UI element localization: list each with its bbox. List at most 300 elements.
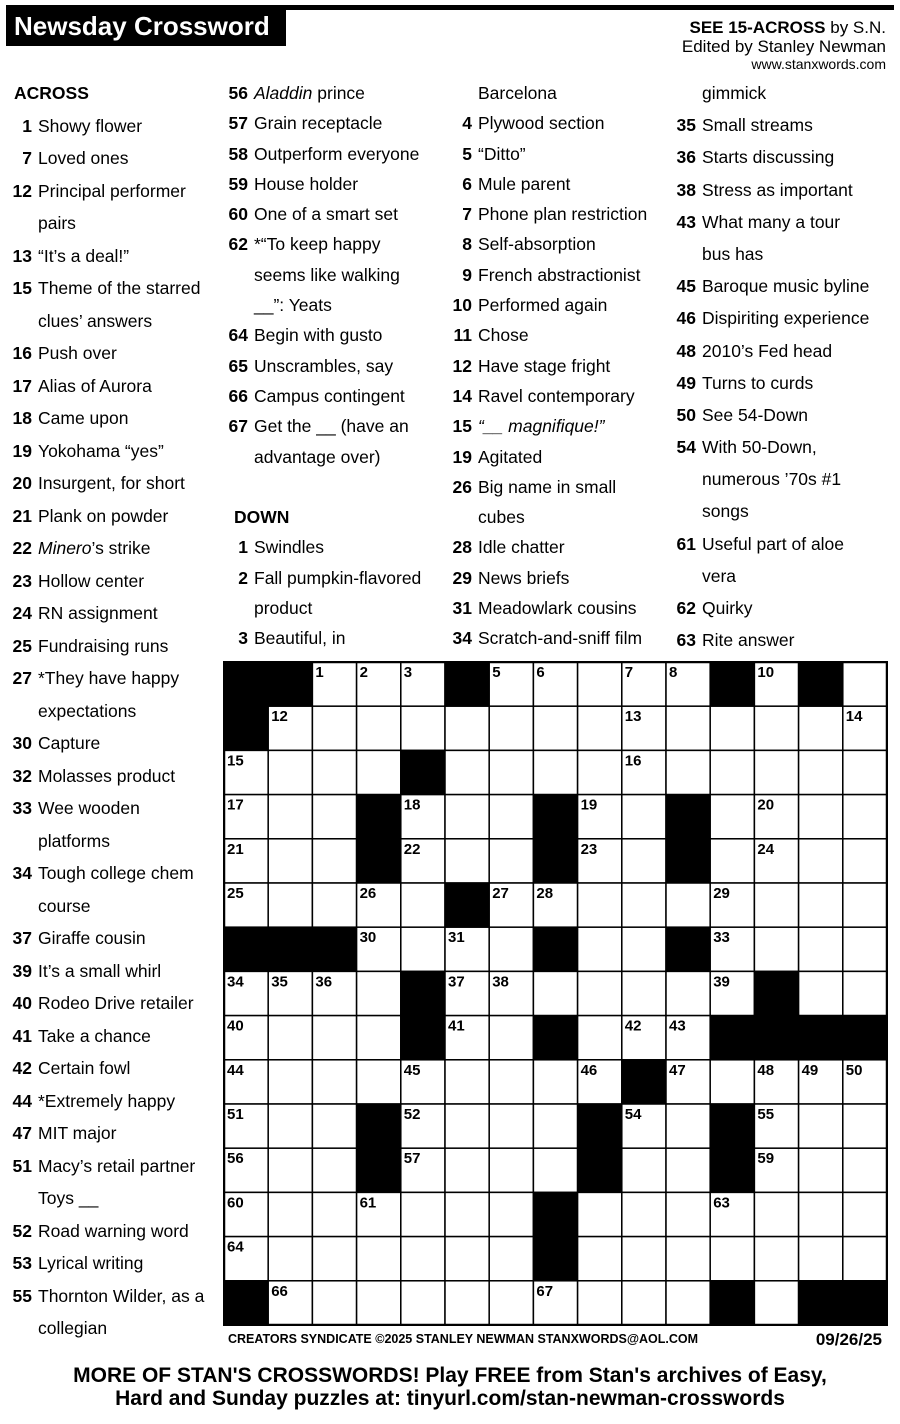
grid-cell[interactable] (268, 795, 312, 839)
clue (6, 180, 204, 213)
grid-cell[interactable] (622, 1148, 666, 1192)
clue (673, 114, 869, 146)
grid-cell[interactable] (666, 1192, 710, 1236)
grid-cell[interactable] (312, 1281, 356, 1325)
theme-note-bold: SEE 15-ACROSS (689, 18, 826, 37)
grid-number: 64 (227, 1238, 244, 1256)
clue-text: Hollow center (38, 570, 145, 591)
grid-cell[interactable] (445, 1192, 489, 1236)
clue-number: 24 (12, 603, 32, 623)
grid-cell[interactable] (799, 1237, 843, 1281)
clue (6, 1025, 204, 1058)
grid-cell[interactable] (312, 1016, 356, 1060)
clue-text: Wee wooden (38, 798, 140, 818)
clue (450, 264, 647, 294)
clue-number: 37 (12, 928, 32, 948)
clue-text: ’s strike (91, 538, 151, 558)
grid-cell[interactable] (578, 1192, 622, 1236)
clue-text: Scratch-and-sniff film (478, 628, 643, 649)
grid-cell[interactable] (312, 795, 356, 839)
clue (6, 147, 204, 180)
clue-text: Certain fowl (38, 1058, 131, 1078)
grid-number: 1 (315, 664, 324, 681)
grid-cell[interactable] (401, 883, 445, 927)
grid-cell[interactable] (445, 1148, 489, 1192)
clue-number: 41 (12, 1025, 32, 1046)
grid-cell[interactable] (666, 1104, 710, 1148)
clue (450, 294, 647, 324)
clue (226, 627, 421, 657)
grid-cell[interactable] (445, 1104, 489, 1148)
clue-text: Plank on powder (38, 505, 169, 526)
grid-cell[interactable] (622, 1281, 666, 1325)
clue (6, 732, 204, 765)
clue-number: 67 (228, 416, 248, 437)
grid-cell[interactable] (489, 795, 533, 839)
clue-number: 55 (12, 1285, 32, 1306)
grid-cell[interactable] (489, 1281, 533, 1325)
clue-number: 6 (462, 173, 472, 194)
black-square (710, 1016, 754, 1060)
grid-cell[interactable] (312, 706, 356, 750)
grid-cell[interactable] (843, 1104, 887, 1148)
black-square (312, 927, 356, 971)
clue-text: Plywood section (478, 113, 605, 134)
clue-continuation: Barcelona (478, 83, 557, 103)
clue-text: Quirky (702, 598, 753, 618)
grid-cell[interactable] (666, 706, 710, 750)
clue-column-3 (450, 82, 647, 658)
grid-cell[interactable] (357, 1281, 401, 1325)
grid-cell[interactable] (401, 1281, 445, 1325)
clue-text: Capture (38, 733, 101, 753)
clue (226, 355, 421, 385)
grid-number: 12 (271, 708, 288, 726)
grid-cell[interactable] (622, 839, 666, 883)
grid-number: 56 (227, 1150, 244, 1168)
grid-cell[interactable] (843, 1148, 887, 1192)
grid-cell[interactable] (799, 1104, 843, 1148)
grid-cell[interactable] (401, 927, 445, 971)
clue-text: *Extremely happy (38, 1090, 176, 1111)
grid-cell[interactable] (489, 1192, 533, 1236)
grid-cell[interactable] (710, 750, 754, 794)
grid-cell[interactable] (578, 971, 622, 1015)
crossword-grid (223, 661, 888, 1326)
promo-line-2: Hard and Sunday puzzles at: tinyurl.com/stan-newman-crosswords (115, 1387, 785, 1410)
clue-number: 11 (453, 325, 472, 346)
grid-cell[interactable] (799, 706, 843, 750)
grid-cell[interactable] (578, 750, 622, 794)
grid-cell[interactable] (489, 1237, 533, 1281)
grid-cell[interactable] (754, 750, 798, 794)
grid-number: 60 (227, 1194, 244, 1212)
grid-cell[interactable] (710, 1060, 754, 1104)
clue-text: Insurgent, for short (38, 473, 185, 493)
clue (673, 146, 869, 178)
grid-cell[interactable] (710, 795, 754, 839)
grid-number: 4 (448, 664, 457, 681)
clue (450, 233, 647, 263)
grid-cell[interactable] (357, 971, 401, 1015)
grid-cell[interactable] (843, 1192, 887, 1236)
grid-cell[interactable] (710, 1237, 754, 1281)
clue-continuation: gimmick (702, 83, 767, 103)
grid-cell[interactable] (312, 1237, 356, 1281)
black-square (533, 1016, 577, 1060)
grid-cell[interactable] (357, 1060, 401, 1104)
clue-number: 36 (676, 147, 696, 168)
grid-cell[interactable] (799, 1192, 843, 1236)
grid-cell[interactable] (622, 927, 666, 971)
grid-number: 6 (536, 664, 545, 681)
clue-number: 21 (12, 505, 32, 526)
grid-cell[interactable] (843, 883, 887, 927)
grid-cell[interactable] (843, 750, 887, 794)
grid-cell[interactable] (578, 1016, 622, 1060)
clue-number: 12 (12, 180, 32, 201)
crossword-grid-svg (223, 661, 888, 1326)
clue (450, 143, 647, 173)
clue-text: *“To keep happy (254, 234, 381, 255)
clue (673, 629, 869, 661)
clue-number: 13 (12, 245, 32, 266)
grid-cell[interactable] (533, 706, 577, 750)
clue-number: 45 (676, 276, 696, 297)
grid-number: 20 (757, 796, 775, 814)
grid-cell[interactable] (799, 795, 843, 839)
clue-text: “It’s a deal!” (38, 245, 130, 266)
clue-text: Self-absorption (478, 234, 596, 255)
black-square (401, 971, 445, 1015)
clue-text: Have stage fright (478, 355, 611, 376)
clue-number: 62 (676, 598, 696, 618)
clue (6, 1220, 204, 1253)
clue-text: House holder (254, 173, 359, 194)
clue-text: Phone plan restriction (478, 204, 648, 225)
grid-number: 35 (271, 973, 288, 991)
clue-number: 29 (452, 567, 472, 588)
clue-text: It’s a small whirl (38, 960, 162, 981)
clue-text: Take a chance (38, 1025, 151, 1046)
grid-cell[interactable] (578, 927, 622, 971)
clue-text: Rite answer (702, 630, 795, 651)
grid-cell[interactable] (843, 1237, 887, 1281)
clue (6, 277, 204, 310)
clue-text: Idle chatter (478, 537, 565, 558)
grid-cell[interactable] (799, 927, 843, 971)
grid-number: 28 (536, 885, 554, 902)
grid-cell[interactable] (489, 839, 533, 883)
grid-cell[interactable] (754, 883, 798, 927)
clue-number: 54 (676, 437, 696, 458)
grid-cell[interactable] (533, 1148, 577, 1192)
grid-cell[interactable] (312, 1192, 356, 1236)
grid-cell[interactable] (578, 706, 622, 750)
grid-cell[interactable] (799, 971, 843, 1015)
grid-cell[interactable] (533, 1060, 577, 1104)
clue (6, 765, 204, 798)
grid-number: 39 (713, 973, 730, 991)
clue (6, 472, 204, 505)
clue-number: 18 (12, 408, 32, 428)
grid-cell[interactable] (357, 706, 401, 750)
clue-number: 22 (12, 538, 32, 558)
clue-text: Starts discussing (702, 147, 835, 168)
grid-number: 14 (845, 708, 863, 726)
grid-cell[interactable] (578, 883, 622, 927)
clue-continuation: platforms (38, 830, 110, 851)
clue-column-4 (673, 82, 869, 661)
grid-number: 46 (580, 1061, 598, 1079)
grid-cell[interactable] (445, 1281, 489, 1325)
clue-number: 52 (12, 1220, 32, 1241)
clue-number: 62 (228, 234, 248, 255)
clue-number: 49 (676, 372, 696, 393)
clue-number: 20 (12, 473, 32, 493)
black-square (268, 662, 312, 706)
grid-cell[interactable] (666, 1148, 710, 1192)
clue (6, 537, 204, 570)
grid-number: 58 (580, 1150, 598, 1168)
clue-text: Rodeo Drive retailer (38, 993, 194, 1013)
grid-number: 19 (580, 796, 598, 814)
grid-cell[interactable] (489, 1016, 533, 1060)
grid-cell[interactable] (312, 1148, 356, 1192)
black-square (224, 927, 268, 971)
grid-cell[interactable] (268, 1104, 312, 1148)
grid-cell[interactable] (401, 706, 445, 750)
grid-cell[interactable] (622, 883, 666, 927)
grid-cell[interactable] (754, 1237, 798, 1281)
clue-text: Lyrical writing (38, 1253, 144, 1273)
clue-text: prince (312, 83, 365, 103)
grid-cell[interactable] (754, 1192, 798, 1236)
grid-cell[interactable] (445, 706, 489, 750)
grid-cell[interactable] (578, 1237, 622, 1281)
grid-cell[interactable] (843, 839, 887, 883)
clue-continuation: numerous ’70s #1 (702, 469, 842, 490)
theme-note (689, 18, 886, 38)
grid-cell[interactable] (357, 750, 401, 794)
clue (450, 385, 647, 415)
grid-cell[interactable] (489, 1148, 533, 1192)
clue-continuation: cubes (478, 507, 525, 528)
grid-cell[interactable] (843, 662, 887, 706)
clue (6, 245, 204, 278)
grid-cell[interactable] (445, 795, 489, 839)
clue-text: With 50-Down, (702, 437, 817, 458)
grid-cell[interactable] (489, 750, 533, 794)
clue-number: 48 (676, 340, 696, 361)
clue-number: 50 (676, 404, 696, 425)
grid-number: 54 (624, 1106, 642, 1123)
grid-cell[interactable] (622, 1237, 666, 1281)
clue-number: 1 (22, 115, 32, 136)
clue (450, 355, 647, 385)
clue (6, 1285, 204, 1318)
clue-continuation: collegian (38, 1318, 108, 1338)
black-square (666, 839, 710, 883)
grid-cell[interactable] (754, 706, 798, 750)
grid-cell[interactable] (754, 1281, 798, 1325)
clue (450, 476, 647, 506)
grid-cell[interactable] (533, 1104, 577, 1148)
grid-cell[interactable] (533, 971, 577, 1015)
clue-text: Ravel contemporary (478, 385, 635, 406)
clue-text: Swindles (254, 537, 325, 558)
grid-cell[interactable] (401, 1237, 445, 1281)
clue (673, 372, 869, 404)
clue (226, 233, 421, 263)
clue-number: 26 (452, 476, 472, 497)
grid-cell[interactable] (312, 839, 356, 883)
clue-number: 9 (462, 264, 472, 285)
grid-cell[interactable] (268, 750, 312, 794)
clue-text: MIT major (38, 1123, 117, 1143)
grid-number: 7 (624, 664, 634, 681)
clue-text: News briefs (478, 567, 570, 588)
black-square (268, 927, 312, 971)
grid-cell[interactable] (489, 927, 533, 971)
clue-continuation: expectations (38, 700, 137, 721)
clue-number: 58 (228, 143, 248, 164)
clue-continuation: clues’ answers (38, 310, 153, 331)
clue-text: Dispiriting experience (702, 308, 870, 329)
grid-cell[interactable] (357, 1237, 401, 1281)
grid-cell[interactable] (445, 839, 489, 883)
grid-number: 61 (359, 1194, 377, 1212)
grid-cell[interactable] (489, 1104, 533, 1148)
clue-text: Alias of Aurora (38, 375, 152, 396)
grid-cell[interactable] (578, 1281, 622, 1325)
clue-number: 33 (12, 798, 32, 818)
clue-text: Begin with gusto (254, 325, 383, 346)
clue-number: 23 (12, 570, 32, 591)
clue-text: Outperform everyone (254, 143, 420, 164)
page-title: Newsday Crossword (14, 11, 270, 41)
grid-cell[interactable] (666, 1281, 710, 1325)
grid-number: 11 (801, 664, 818, 681)
black-square (533, 795, 577, 839)
clue (226, 385, 421, 415)
clue-number: 2 (238, 567, 248, 588)
grid-cell[interactable] (710, 706, 754, 750)
grid-number: 47 (669, 1061, 686, 1079)
grid-number: 15 (227, 752, 244, 770)
grid-cell[interactable] (268, 1192, 312, 1236)
clue-continuation: seems like walking (254, 264, 400, 285)
clue-number: 34 (452, 628, 472, 649)
clue-text: Meadowlark cousins (478, 598, 637, 619)
clue-continuation: bus has (702, 243, 764, 264)
grid-cell[interactable] (312, 1104, 356, 1148)
black-square (710, 1104, 754, 1148)
grid-cell[interactable] (799, 750, 843, 794)
black-square (843, 1016, 887, 1060)
clue-number: 61 (676, 533, 696, 554)
clue-number: 31 (452, 598, 472, 619)
clue-number: 4 (462, 113, 472, 134)
clue-number: 63 (676, 630, 696, 651)
grid-cell[interactable] (268, 883, 312, 927)
clue-text: Molasses product (38, 765, 176, 786)
grid-number: 22 (403, 840, 421, 858)
grid-number: 37 (448, 973, 465, 991)
grid-cell[interactable] (710, 839, 754, 883)
grid-cell[interactable] (312, 883, 356, 927)
grid-number: 32 (536, 929, 554, 947)
clue-text: 2010’s Fed head (702, 340, 833, 361)
grid-cell[interactable] (268, 839, 312, 883)
clue-number: 44 (12, 1090, 32, 1111)
grid-cell[interactable] (489, 706, 533, 750)
clue-number: 15 (452, 416, 472, 437)
grid-cell[interactable] (666, 1237, 710, 1281)
grid-cell[interactable] (843, 927, 887, 971)
clue (450, 173, 647, 203)
clue-text: See 54-Down (702, 404, 809, 425)
black-square (710, 1281, 754, 1325)
grid-cell[interactable] (666, 971, 710, 1015)
clue (450, 597, 647, 627)
grid-cell[interactable] (401, 1192, 445, 1236)
grid-cell[interactable] (533, 750, 577, 794)
clue (226, 143, 421, 173)
clue-number: 56 (228, 83, 248, 103)
grid-cell[interactable] (799, 1148, 843, 1192)
grid-number: 48 (757, 1061, 775, 1079)
clue-number: 17 (12, 375, 32, 396)
clue (6, 960, 204, 993)
clue-number: 47 (12, 1123, 32, 1143)
grid-cell[interactable] (799, 839, 843, 883)
grid-number: 8 (669, 664, 678, 681)
grid-cell[interactable] (445, 1060, 489, 1104)
grid-cell[interactable] (445, 750, 489, 794)
grid-cell[interactable] (445, 1237, 489, 1281)
clue-number: 39 (12, 960, 32, 981)
grid-cell[interactable] (268, 1237, 312, 1281)
clue-continuation: pairs (38, 213, 76, 233)
grid-cell[interactable] (268, 1060, 312, 1104)
grid-cell[interactable] (843, 971, 887, 1015)
clue (6, 1090, 204, 1123)
grid-cell[interactable] (754, 927, 798, 971)
grid-cell[interactable] (799, 883, 843, 927)
clue-continuation: vera (702, 565, 737, 586)
grid-cell[interactable] (268, 1148, 312, 1192)
grid-cell[interactable] (666, 750, 710, 794)
grid-cell[interactable] (312, 1060, 356, 1104)
clue-continuation: course (38, 895, 91, 916)
grid-cell[interactable] (622, 1192, 666, 1236)
clue (6, 992, 204, 1025)
grid-cell[interactable] (357, 1016, 401, 1060)
grid-cell[interactable] (312, 750, 356, 794)
grid-cell[interactable] (578, 662, 622, 706)
grid-cell[interactable] (843, 795, 887, 839)
grid-cell[interactable] (622, 971, 666, 1015)
grid-cell[interactable] (268, 1016, 312, 1060)
grid-cell[interactable] (666, 883, 710, 927)
grid-cell[interactable] (489, 1060, 533, 1104)
clue-text: Giraffe cousin (38, 928, 146, 948)
grid-cell[interactable] (622, 795, 666, 839)
clue-number: 19 (12, 440, 32, 461)
clue-text: Agitated (478, 446, 543, 467)
grid-number: 33 (713, 929, 730, 947)
